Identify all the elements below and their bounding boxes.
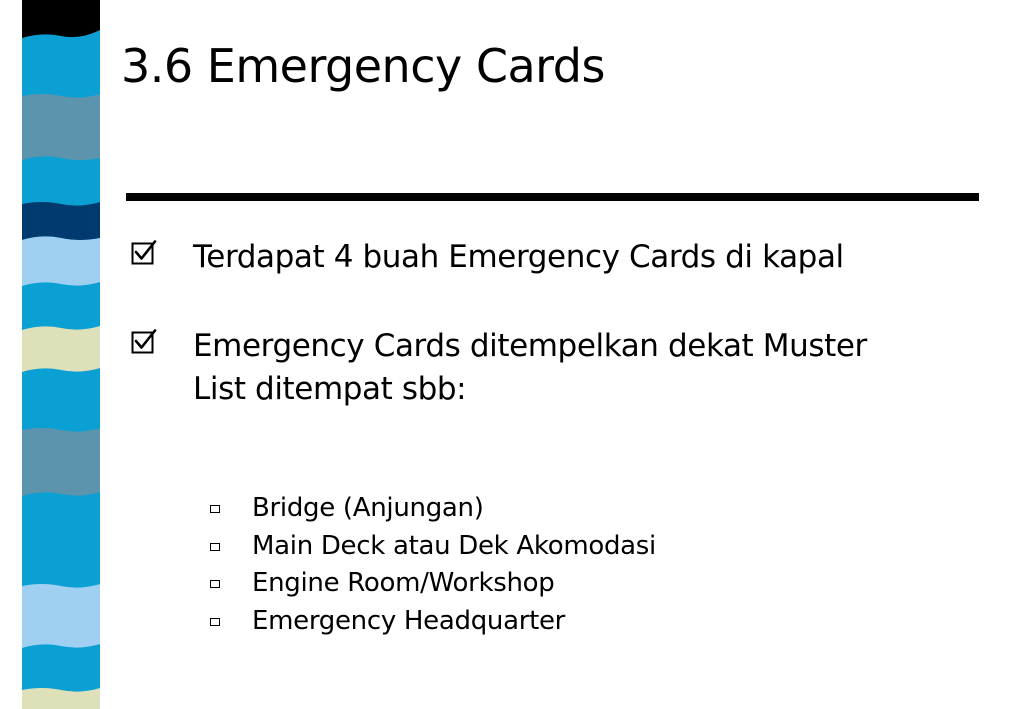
- list-item: [209, 490, 656, 528]
- checkbox-checked-icon: [131, 329, 157, 355]
- location-list: [209, 490, 656, 640]
- list-item-label: Bridge (Anjungan): [252, 493, 484, 523]
- slide-title: 3.6 Emergency Cards: [121, 39, 605, 93]
- list-item-label: Emergency Headquarter: [252, 605, 566, 636]
- bullet-text: Emergency Cards ditempelkan dekat Muster List ditempat sbb:: [193, 328, 867, 407]
- square-bullet-icon: [210, 505, 220, 513]
- square-bullet-icon: [210, 543, 220, 551]
- title-divider: [126, 193, 979, 201]
- list-item-label: Main Deck atau Dek Akomodasi: [252, 530, 656, 561]
- checkbox-checked-icon: [131, 240, 157, 266]
- list-item: [209, 565, 656, 603]
- list-item-label: Engine Room/Workshop: [252, 568, 555, 598]
- bullet-text: Terdapat 4 buah Emergency Cards di kapal: [193, 239, 844, 275]
- square-bullet-icon: [210, 618, 220, 626]
- bullet-item: [131, 325, 921, 411]
- bullet-item: [131, 236, 921, 279]
- list-item: [209, 528, 656, 566]
- square-bullet-icon: [210, 580, 220, 588]
- decorative-side-band: [22, 0, 100, 709]
- list-item: [209, 603, 656, 641]
